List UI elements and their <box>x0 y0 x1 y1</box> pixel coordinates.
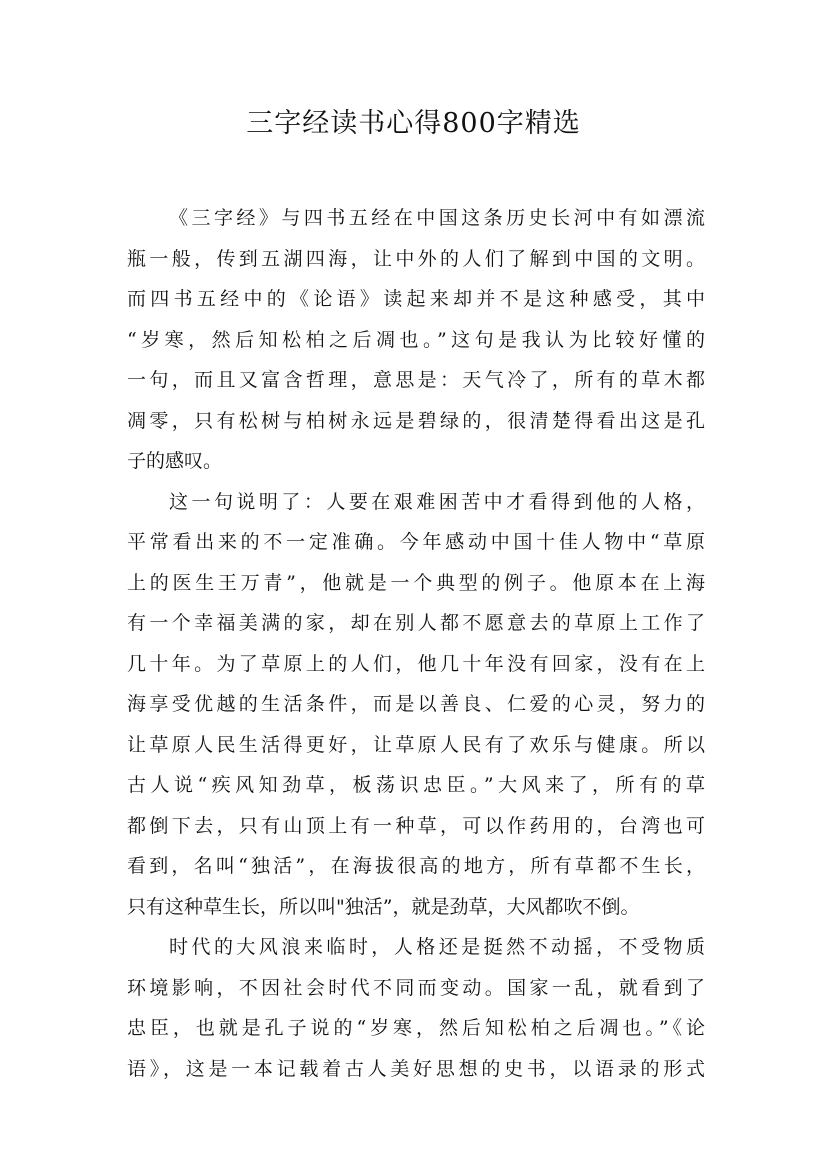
text-line: 平常看出来的不一定准确。今年感动中国十佳人物中“草原 <box>127 531 705 553</box>
text-line: 几十年。为了草原上的人们，他几十年没有回家，没有在上 <box>127 652 705 675</box>
paragraph-1 <box>127 198 705 482</box>
paragraph-3 <box>127 927 705 1089</box>
paragraph-2 <box>127 482 705 928</box>
text-line: 语》，这是一本记载着古人美好思想的史书，以语录的形式 <box>127 1057 705 1080</box>
text-line: 而四书五经中的《论语》读起来却并不是这种感受，其中 <box>127 288 705 310</box>
text-line: 《三字经》与四书五经在中国这条历史长河中有如漂流 <box>169 207 705 229</box>
text-line: 有一个幸福美满的家，却在别人都不愿意去的草原上工作了 <box>127 612 705 634</box>
text-line: 瓶一般，传到五湖四海，让中外的人们了解到中国的文明。 <box>127 247 705 270</box>
text-line: 这一句说明了：人要在艰难困苦中才看得到他的人格， <box>169 490 705 513</box>
text-line: 古人说“疾风知劲草，板荡识忠臣。”大风来了，所有的草 <box>127 774 705 796</box>
text-line: 子的感叹。 <box>127 450 223 472</box>
text-line: 凋零，只有松树与柏树永远是碧绿的，很清楚得看出这是孔 <box>127 409 705 432</box>
text-line: 环境影响，不因社会时代不同而变动。国家一乱，就看到了 <box>127 976 705 999</box>
text-line: “岁寒，然后知松柏之后凋也。”这句是我认为比较好懂的 <box>127 328 705 351</box>
text-line: 让草原人民生活得更好，让草原人民有了欢乐与健康。所以 <box>127 733 705 756</box>
text-line: 都倒下去，只有山顶上有一种草，可以作药用的，台湾也可 <box>127 814 705 837</box>
text-line: 看到，名叫“独活”，在海拔很高的地方，所有草都不生长， <box>127 855 705 877</box>
text-line: 一句，而且又富含哲理，意思是：天气冷了，所有的草木都 <box>127 369 705 391</box>
text-line: 海享受优越的生活条件，而是以善良、仁爱的心灵，努力的 <box>127 693 705 715</box>
text-line: 时代的大风浪来临时，人格还是挺然不动摇，不受物质 <box>169 936 705 958</box>
text-line: 忠臣，也就是孔子说的“岁寒，然后知松柏之后凋也。”《论 <box>127 1017 705 1039</box>
body-text <box>127 198 705 1089</box>
text-line: 只有这种草生长，所以叫"独活”，就是劲草，大风都吹不倒。 <box>127 895 640 918</box>
text-line: 上的医生王万青”，他就是一个典型的例子。他原本在上海 <box>127 571 705 594</box>
page-title: 三字经读书心得800字精选 <box>246 108 581 139</box>
